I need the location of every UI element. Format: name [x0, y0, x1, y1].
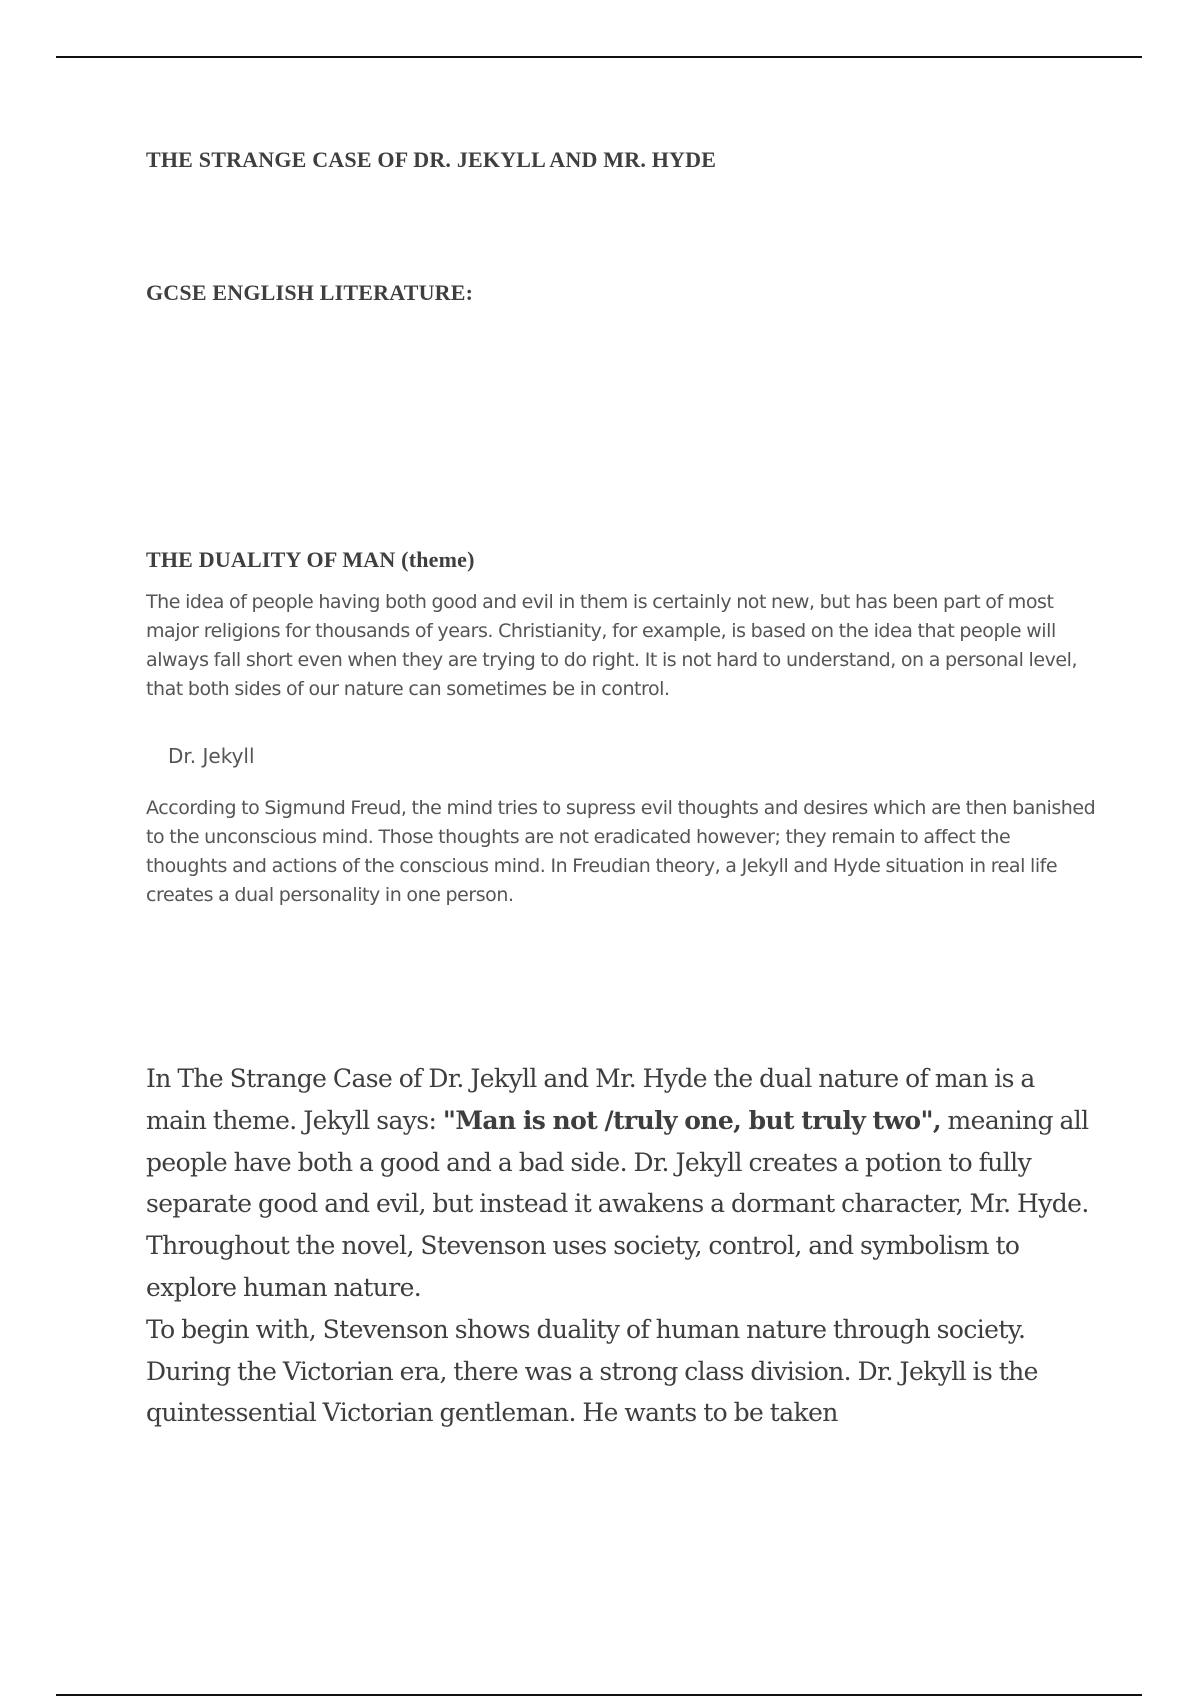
essay-body	[146, 1058, 1096, 1434]
essay-intro-text: In The Strange Case of Dr. Jekyll and Mr. Hyde the dual nature of man is a main theme. Jekyll says:	[146, 1064, 1035, 1135]
essay-quote: "Man is not /truly one, but truly two",	[442, 1105, 941, 1135]
essay-intro-paragraph	[146, 1058, 1096, 1309]
freud-paragraph: According to Sigmund Freud, the mind tries to supress evil thoughts and desires which are then banished to the unconscious mind. Those thoughts are not eradicated however; they remain to affect the thoughts and actions of the conscious mind. In Freudian theory, a Jekyll and Hyde situation in real life creates a dual personality in one person.	[146, 797, 1096, 906]
document-title: THE STRANGE CASE OF DR. JEKYLL AND MR. HYDE	[146, 147, 717, 172]
image-caption: Dr. Jekyll	[168, 744, 255, 768]
intro-paragraph: The idea of people having both good and evil in them is certainly not new, but has been part of most major religions for thousands of years. Christianity, for example, is based on the idea that people will always fall short even when they are trying to do right. It is not hard to understand, on a personal level, that both sides of our nature can sometimes be in control.	[146, 591, 1078, 700]
bottom-rule	[56, 1694, 1142, 1696]
top-rule	[56, 56, 1142, 58]
section-heading: THE DUALITY OF MAN (theme)	[146, 547, 475, 572]
essay-intro-continuation: meaning all people have both a good and a bad side. Dr. Jekyll creates a potion to fully separate good and evil, but instead it awakens a dormant character, Mr. Hyde. Throughout the novel, Stevenson uses society, control, and symbolism to explore human nature.	[146, 1105, 1089, 1302]
essay-second-paragraph: To begin with, Stevenson shows duality of human nature through society. During the Victorian era, there was a strong class division. Dr. Jekyll is the quintessential Victorian gentleman. He wants to be taken	[146, 1314, 1038, 1428]
document-subtitle: GCSE ENGLISH LITERATURE:	[146, 280, 474, 305]
